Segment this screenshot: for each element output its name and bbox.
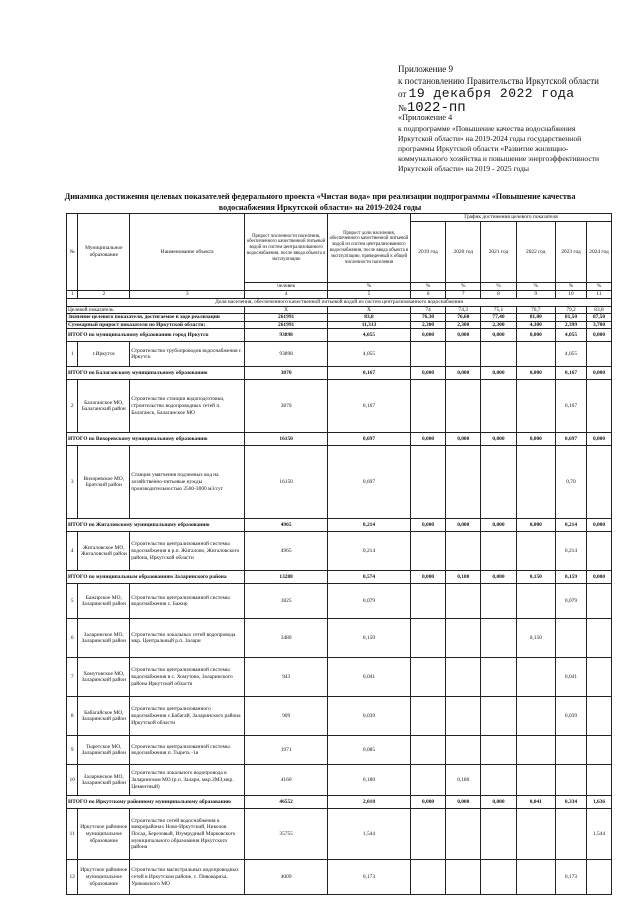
group-total-year-value: 1,636	[587, 796, 612, 809]
summary-row	[67, 306, 612, 314]
object-municipality: г.Иркутск	[78, 342, 130, 367]
object-row	[67, 532, 612, 571]
object-year-value	[410, 584, 445, 619]
group-total-year-value: 0,000	[516, 329, 555, 342]
summary-people: 261991	[245, 314, 328, 322]
summary-year-value: 4,300	[516, 321, 555, 329]
header-increase-people: Прирост численности населения, обеспеченного качественной питьевой водой из систем централизованного водоснабжения, после ввода объекта в эксплуатацию	[245, 214, 328, 283]
object-name: Строительство станции водоподготовки, строительство водопроводных сетей п. Балаганск, Балаганское МО	[130, 380, 245, 433]
object-year-value	[516, 765, 555, 796]
group-total-year-value: 0,000	[410, 571, 445, 584]
object-year-value	[410, 809, 445, 860]
group-total-title: ИТОГО по Жигаловскому муниципальному образованию	[67, 519, 245, 532]
appendix2-block	[398, 113, 603, 173]
column-number: 5	[328, 291, 411, 299]
group-total-title: ИТОГО по Иркутскому районному муниципальному образованию	[67, 796, 245, 809]
object-year-value: 0,173	[555, 860, 586, 895]
group-total-year-value: 0,000	[516, 433, 555, 446]
object-year-value: 0,079	[555, 584, 586, 619]
header-increase-share: Прирост доли населения, обеспеченного качественной питьевой водой из систем централизованного водоснабжения, после ввода объекта в эксплуатацию, приведенный к общей численности населения	[328, 214, 411, 283]
object-year-value: 0,039	[555, 697, 586, 736]
appendix-date-line	[398, 87, 603, 101]
object-year-value	[410, 380, 445, 433]
object-year-value	[410, 736, 445, 765]
object-number: 10	[67, 765, 78, 796]
object-share: 0,079	[328, 584, 411, 619]
header-municipality: Муниципальное образование	[78, 214, 130, 291]
group-total-people: 3870	[245, 367, 328, 380]
summary-row	[67, 321, 612, 329]
group-total-year-value: 0,000	[410, 519, 445, 532]
summary-year-value: 81,00	[516, 314, 555, 322]
object-year-value	[446, 532, 481, 571]
object-municipality: Хомутовское МО, Заларинский район	[78, 658, 130, 697]
object-year-value	[481, 860, 516, 895]
appendix-number: 1022-пп	[406, 99, 466, 116]
object-name: Строительство магистральных водопроводных сетей в Иркутском районе, с. Пивовариха, Уриковского МО	[130, 860, 245, 895]
group-total-share: 0,214	[328, 519, 411, 532]
group-total-row	[67, 796, 612, 809]
object-year-value: 4,055	[555, 342, 586, 367]
group-total-share: 0,574	[328, 571, 411, 584]
object-number: 1	[67, 342, 78, 367]
object-year-value	[587, 342, 612, 367]
object-people: 3870	[245, 380, 328, 433]
object-people: 943	[245, 658, 328, 697]
header-schedule: График достижения целевого показателя	[410, 214, 611, 222]
object-name: Строительство централизованной системы водоснабжения в с. Хомутово, Заларинского района Иркутской области	[130, 658, 245, 697]
object-share: 0,041	[328, 658, 411, 697]
object-row	[67, 446, 612, 519]
object-year-value	[446, 697, 481, 736]
group-total-people: 46552	[245, 796, 328, 809]
object-year-value	[516, 697, 555, 736]
group-total-year-value: 0,000	[587, 329, 612, 342]
group-total-year-value: 0,167	[555, 367, 586, 380]
object-share: 0,167	[328, 380, 411, 433]
group-total-year-value: 0,000	[446, 329, 481, 342]
summary-label: Значение целевого показателя, достигаемое в ходе реализации	[67, 314, 245, 322]
object-year-value	[410, 446, 445, 519]
group-total-year-value: 0,000	[410, 367, 445, 380]
object-people: 909	[245, 697, 328, 736]
object-share: 0,039	[328, 697, 411, 736]
object-municipality: Заларинское МО, Заларинский район	[78, 765, 130, 796]
object-year-value	[587, 860, 612, 895]
group-total-year-value: 0,000	[446, 519, 481, 532]
group-total-people: 93898	[245, 329, 328, 342]
object-year-value	[410, 342, 445, 367]
object-year-value: 0,70	[555, 446, 586, 519]
summary-year-value: 2,399	[555, 321, 586, 329]
object-year-value	[516, 380, 555, 433]
group-total-row	[67, 367, 612, 380]
group-total-year-value: 0,159	[555, 571, 586, 584]
column-number: 3	[130, 291, 245, 299]
appendix-line: к постановлению Правительства Иркутской области	[398, 75, 599, 86]
group-total-year-value: 0,000	[446, 433, 481, 446]
object-row	[67, 619, 612, 658]
object-name: Строительство локальных сетей водопровода мкр. Центральный р.п. Залари	[130, 619, 245, 658]
object-year-value	[516, 342, 555, 367]
appendix-date: 19 декабря 2022 года	[408, 86, 575, 101]
group-total-year-value: 0,000	[481, 796, 516, 809]
object-name: Строительство централизованной системы водоснабжения в р.п. Жигалово, Жигаловского района, Иркутской области	[130, 532, 245, 571]
unit-pct: %	[481, 283, 516, 291]
object-municipality: Бабагайское МО, Заларинский район	[78, 697, 130, 736]
header-year: 2020 год	[446, 222, 481, 283]
object-year-value: 0,180	[446, 765, 481, 796]
summary-year-value: 81,50	[555, 314, 586, 322]
document-heading: Динамика достижения целевых показателей федерального проекта «Чистая вода» при реализации подпрограммы «Повышение качества водоснабжения Иркутской области» на 2019-2024 годы	[64, 192, 576, 212]
group-total-year-value: 0,000	[481, 367, 516, 380]
object-year-value	[481, 380, 516, 433]
header-num: №	[67, 214, 78, 291]
section-title: Доля населения, обеспеченного качественной питьевой водой из систем централизованного водоснабжения	[67, 298, 612, 306]
appendix-ot: от	[398, 89, 407, 99]
group-total-year-value: 0,000	[410, 796, 445, 809]
unit-pct: %	[555, 283, 586, 291]
object-row	[67, 736, 612, 765]
summary-year-value: 74	[410, 306, 445, 314]
group-total-year-value: 0,334	[555, 796, 586, 809]
object-year-value	[481, 446, 516, 519]
group-total-people: 16150	[245, 433, 328, 446]
header-row	[67, 214, 612, 222]
object-name: Станция умягчения подземных вод на хозяйственно-питьевые нужды производительностью 2500-3000 м3/сут	[130, 446, 245, 519]
summary-year-value: 83,8	[587, 306, 612, 314]
appendix2-body: к подпрограмме «Повышение качества водоснабжения Иркутской области» на 2019-2024 годы государственной программы Иркутской области «Развитие жилищно-коммунального хозяйства и повышение энергоэффективности Иркутской области» на 2019 - 2025 годы	[398, 123, 600, 173]
object-year-value	[587, 658, 612, 697]
group-total-year-value: 0,000	[587, 367, 612, 380]
object-year-value	[481, 342, 516, 367]
summary-year-value: 79,2	[555, 306, 586, 314]
object-year-value	[446, 809, 481, 860]
object-year-value	[516, 532, 555, 571]
object-municipality: Бажирское МО, Заларинский район	[78, 584, 130, 619]
object-share: 0,150	[328, 619, 411, 658]
object-people: 1825	[245, 584, 328, 619]
column-number: 8	[481, 291, 516, 299]
object-row	[67, 765, 612, 796]
summary-row	[67, 314, 612, 322]
object-year-value	[587, 380, 612, 433]
column-number: 4	[245, 291, 328, 299]
object-name: Строительство централизованного водоснабжения с.Бабагай, Заларинского района Иркутской области	[130, 697, 245, 736]
object-year-value	[481, 619, 516, 658]
group-total-year-value: 0,180	[446, 571, 481, 584]
object-municipality: Заларинское МО, Заларинский район	[78, 619, 130, 658]
group-total-row	[67, 571, 612, 584]
object-year-value	[481, 809, 516, 860]
summary-year-value: 76,7	[516, 306, 555, 314]
unit-pct: %	[328, 283, 411, 291]
object-share: 4,055	[328, 342, 411, 367]
object-year-value	[516, 736, 555, 765]
object-name: Строительство централизованной системы водоснабжения с. Бажир	[130, 584, 245, 619]
appendix-n-sign: №	[398, 102, 407, 113]
summary-year-value: 76,30	[410, 314, 445, 322]
summary-year-value: 3,700	[587, 321, 612, 329]
object-year-value: 0,214	[555, 532, 586, 571]
object-name: Строительство сетей водоснабжения в микрорайонах Ново-Иркутский, Николов Посад, Березовый, Изумрудный Марковского муниципального образования Иркутского района	[130, 809, 245, 860]
object-row	[67, 809, 612, 860]
object-people: 4965	[245, 532, 328, 571]
object-year-value	[555, 809, 586, 860]
object-year-value	[587, 584, 612, 619]
summary-share: 11,313	[328, 321, 411, 329]
object-municipality: Жигаловское МО, Жигаловский район	[78, 532, 130, 571]
object-year-value	[410, 619, 445, 658]
object-year-value	[516, 860, 555, 895]
object-year-value	[587, 619, 612, 658]
summary-label: Суммарный прирост показателя по Иркутской области:	[67, 321, 245, 329]
object-share: 0,697	[328, 446, 411, 519]
group-total-year-value: 0,000	[516, 367, 555, 380]
group-total-row	[67, 519, 612, 532]
object-municipality: Вихоревское МО, Братский район	[78, 446, 130, 519]
group-total-year-value: 0,000	[481, 571, 516, 584]
group-total-year-value: 4,055	[555, 329, 586, 342]
object-municipality: Иркутское районное муниципальное образование	[78, 860, 130, 895]
object-year-value	[587, 446, 612, 519]
summary-people: 261991	[245, 321, 328, 329]
object-row	[67, 658, 612, 697]
object-year-value	[555, 736, 586, 765]
object-year-value: 0,150	[516, 619, 555, 658]
indicator-table	[66, 213, 612, 895]
summary-label: Целевой показатель	[67, 306, 245, 314]
object-year-value: 1,544	[587, 809, 612, 860]
group-total-year-value: 0,000	[446, 367, 481, 380]
object-row	[67, 584, 612, 619]
group-total-share: 2,010	[328, 796, 411, 809]
object-year-value	[446, 446, 481, 519]
object-number: 7	[67, 658, 78, 697]
object-year-value	[410, 860, 445, 895]
column-number: 11	[587, 291, 612, 299]
object-year-value	[516, 446, 555, 519]
object-year-value	[587, 532, 612, 571]
header-year: 2021 год	[481, 222, 516, 283]
column-number: 7	[446, 291, 481, 299]
object-share: 1,544	[328, 809, 411, 860]
group-total-share: 4,055	[328, 329, 411, 342]
summary-year-value: 75,1	[481, 306, 516, 314]
object-year-value	[446, 736, 481, 765]
group-total-year-value: 0,697	[555, 433, 586, 446]
summary-year-value: 2,300	[410, 321, 445, 329]
object-share: 0,180	[328, 765, 411, 796]
object-people: 3480	[245, 619, 328, 658]
object-name: Строительство централизованной системы водоснабжения п. Тыреть -1я	[130, 736, 245, 765]
group-total-year-value: 0,000	[481, 329, 516, 342]
appendix-block	[398, 64, 603, 116]
object-year-value	[410, 532, 445, 571]
summary-year-value: 74,3	[446, 306, 481, 314]
object-year-value	[446, 658, 481, 697]
object-year-value	[555, 619, 586, 658]
group-total-row	[67, 433, 612, 446]
summary-share: 83,8	[328, 314, 411, 322]
object-year-value	[481, 697, 516, 736]
object-year-value: 0,041	[555, 658, 586, 697]
header-object: Наименование объекта	[130, 214, 245, 291]
object-people: 4160	[245, 765, 328, 796]
column-number: 9	[516, 291, 555, 299]
object-year-value	[446, 860, 481, 895]
group-total-year-value: 0,000	[410, 433, 445, 446]
group-total-title: ИТОГО по муниципальному образованию город Иркутск	[67, 329, 245, 342]
object-municipality: Балаганское МО, Балаганский район	[78, 380, 130, 433]
object-number: 4	[67, 532, 78, 571]
object-year-value	[516, 658, 555, 697]
group-total-title: ИТОГО по Вихоревскому муниципальному образованию	[67, 433, 245, 446]
header-year: 2022 год	[516, 222, 555, 283]
object-number: 8	[67, 697, 78, 736]
object-year-value	[446, 342, 481, 367]
summary-year-value: 2,300	[446, 321, 481, 329]
unit-pct: %	[410, 283, 445, 291]
group-total-share: 0,697	[328, 433, 411, 446]
appendix2-title: «Приложение 4	[398, 113, 453, 122]
unit-pct: %	[587, 283, 612, 291]
group-total-people: 13288	[245, 571, 328, 584]
group-total-year-value: 0,000	[516, 519, 555, 532]
object-number: 11	[67, 809, 78, 860]
object-year-value	[516, 809, 555, 860]
object-number: 9	[67, 736, 78, 765]
group-total-year-value: 0,214	[555, 519, 586, 532]
group-total-title: ИТОГО по муниципальным образованиям Заларинского района	[67, 571, 245, 584]
group-total-year-value: 0,000	[410, 329, 445, 342]
object-number: 5	[67, 584, 78, 619]
unit-pct: %	[516, 283, 555, 291]
summary-year-value: 76,60	[446, 314, 481, 322]
appendix-title: Приложение 9	[398, 64, 454, 74]
summary-year-value: 2,300	[481, 321, 516, 329]
group-total-year-value: 0,000	[481, 433, 516, 446]
object-people: 35755	[245, 809, 328, 860]
object-share: 0,214	[328, 532, 411, 571]
group-total-year-value: 0,150	[516, 571, 555, 584]
group-total-year-value: 0,000	[481, 519, 516, 532]
object-name: Строительство локального водопровода в Заларинском МО (р.п. Залари, мкр.ЗМЗ,мкр. Цементный)	[130, 765, 245, 796]
object-number: 3	[67, 446, 78, 519]
group-total-row	[67, 329, 612, 342]
object-people: 1971	[245, 736, 328, 765]
group-total-year-value: 0,000	[587, 571, 612, 584]
group-total-year-value: 0,000	[587, 519, 612, 532]
object-year-value	[446, 380, 481, 433]
summary-people: Х	[245, 306, 328, 314]
object-year-value	[481, 736, 516, 765]
object-people: 93898	[245, 342, 328, 367]
header-year: 2019 год	[410, 222, 445, 283]
object-row	[67, 860, 612, 895]
column-number: 2	[78, 291, 130, 299]
object-year-value	[555, 765, 586, 796]
object-people: 4009	[245, 860, 328, 895]
object-municipality: Иркутское районное муниципальное образование	[78, 809, 130, 860]
object-year-value	[481, 765, 516, 796]
object-municipality: Тыретское МО, Заларинский район	[78, 736, 130, 765]
object-year-value: 0,167	[555, 380, 586, 433]
summary-year-value: 87,50	[587, 314, 612, 322]
object-row	[67, 342, 612, 367]
object-year-value	[446, 584, 481, 619]
unit-pct: %	[446, 283, 481, 291]
object-share: 0,085	[328, 736, 411, 765]
object-number: 2	[67, 380, 78, 433]
group-total-title: ИТОГО по Балаганскому муниципальному образованию	[67, 367, 245, 380]
object-year-value	[587, 736, 612, 765]
object-year-value	[481, 584, 516, 619]
column-numbers-row	[67, 291, 612, 299]
group-total-year-value: 0,000	[446, 796, 481, 809]
header-year: 2023 год	[555, 222, 586, 283]
summary-share: Х	[328, 306, 411, 314]
unit-people: человек	[245, 283, 328, 291]
object-year-value	[516, 584, 555, 619]
object-people: 16150	[245, 446, 328, 519]
object-number: 12	[67, 860, 78, 895]
object-year-value	[410, 697, 445, 736]
summary-year-value: 77,40	[481, 314, 516, 322]
object-row	[67, 380, 612, 433]
column-number: 1	[67, 291, 78, 299]
column-number: 6	[410, 291, 445, 299]
object-number: 6	[67, 619, 78, 658]
group-total-share: 0,167	[328, 367, 411, 380]
object-year-value	[587, 765, 612, 796]
indicator-table-wrap	[66, 213, 612, 895]
object-row	[67, 697, 612, 736]
group-total-year-value: 0,000	[587, 433, 612, 446]
object-share: 0,173	[328, 860, 411, 895]
group-total-year-value: 0,041	[516, 796, 555, 809]
object-name: Строительство трубопроводов водоснабжения г. Иркутск	[130, 342, 245, 367]
section-title-row	[67, 298, 612, 306]
object-year-value	[410, 658, 445, 697]
object-year-value	[481, 658, 516, 697]
column-number: 10	[555, 291, 586, 299]
object-year-value	[481, 532, 516, 571]
object-year-value	[587, 697, 612, 736]
object-year-value	[410, 765, 445, 796]
group-total-people: 4965	[245, 519, 328, 532]
object-year-value	[446, 619, 481, 658]
header-year: 2024 год	[587, 222, 612, 283]
